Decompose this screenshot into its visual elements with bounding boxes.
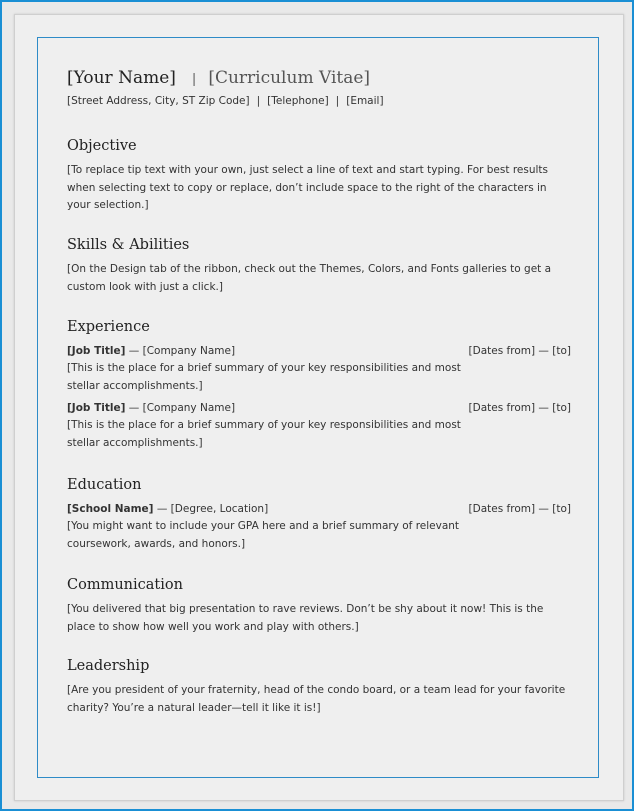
- document-content: [67, 66, 573, 718]
- street-address[interactable]: [Street Address, City, ST Zip Code]: [67, 95, 250, 107]
- job-title[interactable]: [Job Title]: [67, 344, 126, 357]
- entry-description[interactable]: [This is the place for a brief summary of your key responsibilities and most stellar accomplishments.]: [67, 419, 461, 450]
- header-title: [67, 66, 573, 92]
- experience-entry: [67, 343, 573, 396]
- page-border: [37, 37, 599, 778]
- objective-text[interactable]: [To replace tip text with your own, just select a line of text and start typing. For best results when selecting text to copy or replace, don’t include space to the right of the characters in your selection.]: [67, 164, 548, 212]
- title-dash: —: [125, 344, 143, 357]
- experience-section: [67, 317, 573, 453]
- skills-text[interactable]: [On the Design tab of the ribbon, check out the Themes, Colors, and Fonts galleries to get a custom look with just a click.]: [67, 263, 552, 293]
- skills-heading: Skills & Abilities: [67, 237, 190, 254]
- document-page: [14, 14, 624, 801]
- contact-separator: |: [256, 95, 261, 107]
- objective-section: [67, 136, 573, 215]
- leadership-section: [67, 656, 573, 717]
- title-separator: |: [191, 72, 197, 87]
- your-name[interactable]: [Your Name]: [67, 68, 176, 88]
- communication-text[interactable]: [You delivered that big presentation to rave reviews. Don’t be shy about it now! This is the place to show how well you work and play with others.]: [67, 602, 544, 633]
- job-title[interactable]: [Job Title]: [67, 401, 126, 414]
- education-heading: Education: [67, 476, 142, 493]
- document-type[interactable]: [Curriculum Vitae]: [208, 68, 371, 88]
- entry-dates[interactable]: [Dates from] — [to]: [468, 401, 571, 414]
- skills-section: [67, 235, 573, 296]
- entry-dates[interactable]: [Dates from] — [to]: [468, 344, 571, 357]
- company-name[interactable]: [Company Name]: [142, 401, 236, 414]
- contact-separator: |: [335, 95, 340, 107]
- title-dash: —: [153, 502, 171, 515]
- leadership-heading: Leadership: [67, 658, 150, 675]
- experience-entry: [67, 400, 573, 453]
- entry-description[interactable]: [You might want to include your GPA here and a brief summary of relevant coursework, awards, and honors.]: [67, 520, 460, 551]
- education-section: [67, 475, 573, 554]
- entry-dates[interactable]: [Dates from] — [to]: [468, 502, 571, 515]
- title-dash: —: [125, 401, 143, 414]
- contact-line: [67, 92, 573, 110]
- email[interactable]: [Email]: [346, 95, 384, 107]
- experience-heading: Experience: [67, 318, 150, 335]
- communication-section: [67, 575, 573, 636]
- school-name[interactable]: [School Name]: [67, 502, 154, 515]
- telephone[interactable]: [Telephone]: [267, 95, 329, 107]
- education-entry: [67, 501, 573, 554]
- objective-heading: Objective: [67, 138, 137, 154]
- company-name[interactable]: [Company Name]: [142, 344, 236, 357]
- degree-location[interactable]: [Degree, Location]: [170, 502, 269, 515]
- entry-description[interactable]: [This is the place for a brief summary of your key responsibilities and most stellar accomplishments.]: [67, 362, 461, 392]
- communication-heading: Communication: [67, 576, 183, 593]
- leadership-text[interactable]: [Are you president of your fraternity, head of the condo board, or a team lead for your favorite charity? You’re a natural leader—tell it like it is!]: [67, 684, 566, 714]
